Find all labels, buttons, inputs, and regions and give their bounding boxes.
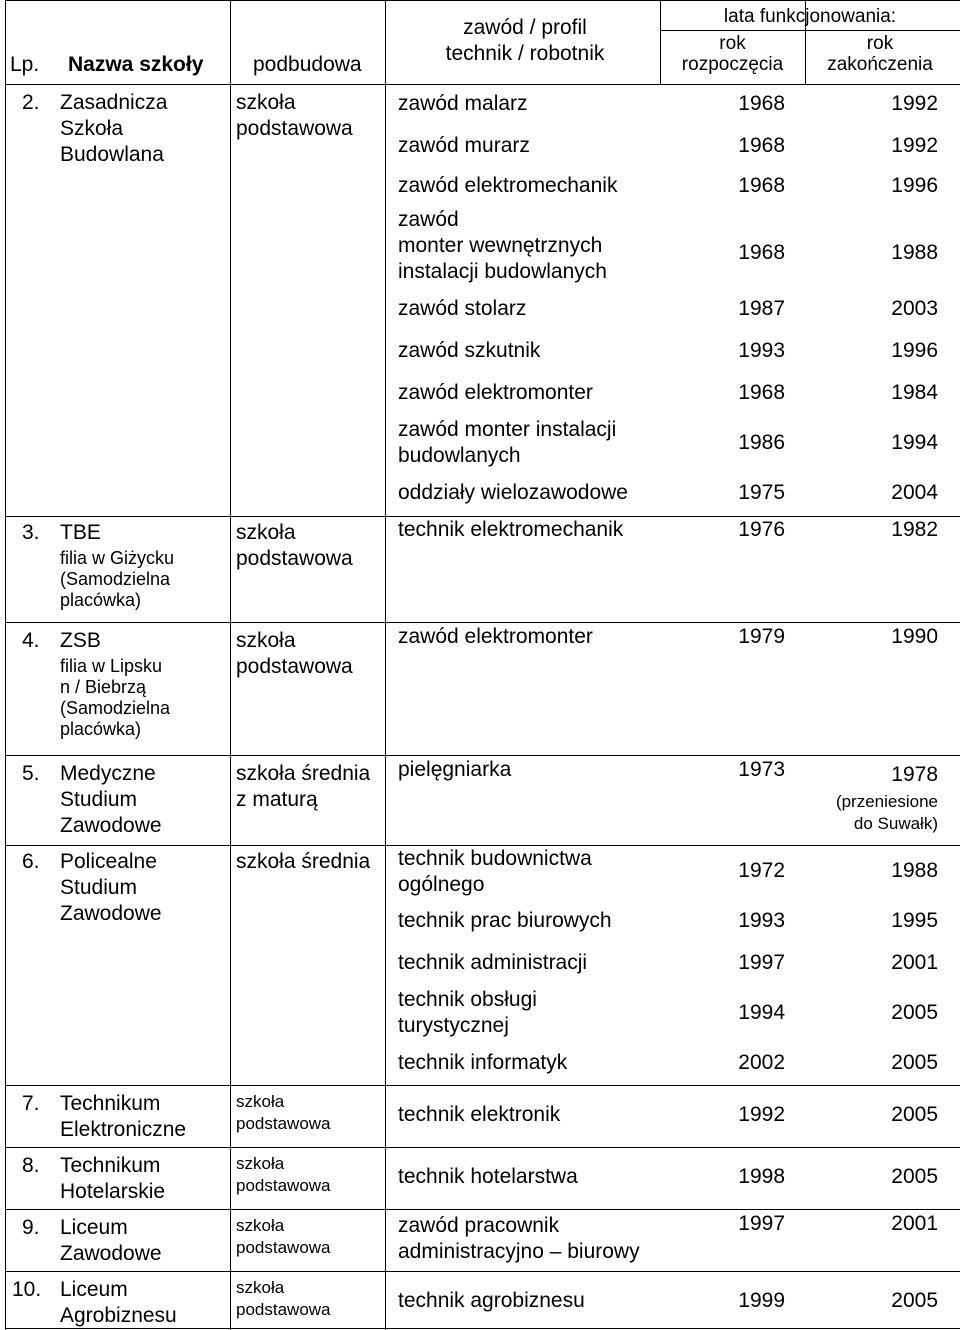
profession-note: (przeniesione do Suwałk) [835,792,938,833]
profession-name: technik elektronik [398,1103,561,1126]
profession-name: zawód pracownik administracyjno – biurowy [398,1214,640,1263]
school-base: szkoła podstawowa [236,1278,331,1319]
profession-name: technik administracji [398,951,588,974]
profession-name: pielęgniarka [398,758,512,781]
profession-start: 1987 [738,297,785,320]
profession-name: technik prac biurowych [398,909,612,932]
school-base: szkoła podstawowa [236,1216,331,1257]
row-divider [5,755,960,756]
profession-start: 1972 [738,859,785,882]
profession-start: 1968 [738,381,785,404]
header-subdivider [660,30,960,31]
profession-start: 1973 [738,758,785,781]
row-divider [5,1271,960,1272]
profession-end: 1992 [891,134,938,157]
profession-start: 1975 [738,481,785,504]
school-number: 3. [22,521,40,544]
profession-name: zawód elektromechanik [398,174,618,197]
profession-end: 2005 [891,1103,938,1126]
header-profession: zawód / profil technik / robotnik [445,16,605,65]
school-number: 2. [22,91,40,114]
profession-start: 1968 [738,174,785,197]
profession-end: 2005 [891,1289,938,1312]
profession-name: technik elektromechanik [398,518,624,541]
school-number: 6. [22,850,40,873]
profession-start: 1992 [738,1103,785,1126]
school-name: Technikum Hotelarskie [60,1154,166,1203]
row-divider [5,622,960,623]
school-base: szkoła średnia z maturą [236,762,371,811]
header-school-name: Nazwa szkoły [68,53,204,76]
profession-name: technik budownictwa ogólnego [398,847,592,896]
school-name: Technikum Elektroniczne [60,1092,187,1141]
profession-end: 2001 [891,1212,938,1235]
table-border-top [5,0,960,1]
profession-start: 1993 [738,339,785,362]
school-subtitle: filia w Giżycku (Samodzielna placówka) [60,548,175,610]
profession-name: oddziały wielozawodowe [398,481,628,504]
profession-start: 1976 [738,518,785,541]
profession-end: 2001 [891,951,938,974]
profession-start: 1986 [738,431,785,454]
school-number: 7. [22,1092,40,1115]
school-name: ZSB [60,629,101,652]
profession-start: 1998 [738,1165,785,1188]
school-base: szkoła podstawowa [236,91,353,140]
profession-end: 1982 [891,518,938,541]
school-name: Medyczne Studium Zawodowe [60,762,162,837]
school-name: Liceum Agrobiznesu [60,1278,177,1327]
header-base: podbudowa [253,53,362,76]
profession-end: 1988 [891,241,938,264]
school-name: TBE [60,521,101,544]
profession-name: zawód monter instalacji budowlanych [398,418,617,467]
profession-end: 2003 [891,297,938,320]
profession-end: 1978 [891,763,938,786]
profession-start: 1993 [738,909,785,932]
profession-end: 2005 [891,1001,938,1024]
profession-start: 1999 [738,1289,785,1312]
profession-start: 1968 [738,92,785,115]
profession-name: zawód elektromonter [398,625,593,648]
school-name: Policealne Studium Zawodowe [60,850,162,925]
header-years-group: lata funkcjonowania: [723,6,897,27]
profession-name: zawód elektromonter [398,381,593,404]
school-base: szkoła podstawowa [236,1092,331,1133]
profession-end: 1996 [891,174,938,197]
row-divider [5,1085,960,1086]
header-lp: Lp. [10,53,40,76]
profession-end: 1995 [891,909,938,932]
school-number: 4. [22,629,40,652]
profession-end: 1996 [891,339,938,362]
profession-start: 1994 [738,1001,785,1024]
profession-name: zawód murarz [398,134,530,157]
header-year-start: rok rozpoczęcia [681,33,784,75]
profession-start: 1968 [738,241,785,264]
school-base: szkoła średnia [236,850,371,873]
profession-name: technik informatyk [398,1051,568,1074]
profession-name: technik hotelarstwa [398,1165,578,1188]
header-year-end: rok zakończenia [827,33,933,75]
profession-name: technik obsługi turystycznej [398,988,537,1037]
school-number: 8. [22,1154,40,1177]
row-divider [5,1147,960,1148]
profession-start: 2002 [738,1051,785,1074]
school-base: szkoła podstawowa [236,629,353,678]
profession-end: 2004 [891,481,938,504]
school-base: szkoła podstawowa [236,1154,331,1195]
profession-end: 2005 [891,1165,938,1188]
school-number: 9. [22,1216,40,1239]
profession-start: 1968 [738,134,785,157]
profession-end: 1992 [891,92,938,115]
column-divider-name [230,0,231,1330]
profession-name: zawód stolarz [398,297,527,320]
profession-start: 1997 [738,1212,785,1235]
school-number: 5. [22,762,40,785]
profession-start: 1979 [738,625,785,648]
school-number: 10. [12,1278,42,1301]
profession-start: 1997 [738,951,785,974]
row-divider [5,1209,960,1210]
header-bottom-rule [5,84,960,85]
school-base: szkoła podstawowa [236,521,353,570]
profession-end: 1988 [891,859,938,882]
school-name: Liceum Zawodowe [60,1216,162,1265]
profession-end: 1984 [891,381,938,404]
profession-name: technik agrobiznesu [398,1289,585,1312]
profession-end: 1994 [891,431,938,454]
profession-name: zawód malarz [398,92,528,115]
school-subtitle: filia w Lipsku n / Biebrzą (Samodzielna placówka) [60,656,171,739]
profession-name: zawód monter wewnętrznych instalacji budowlanych [398,208,607,283]
profession-end: 1990 [891,625,938,648]
column-divider-base [385,0,386,1330]
profession-end: 2005 [891,1051,938,1074]
school-name: Zasadnicza Szkoła Budowlana [60,91,168,166]
table-border-left [5,0,6,1330]
profession-name: zawód szkutnik [398,339,541,362]
